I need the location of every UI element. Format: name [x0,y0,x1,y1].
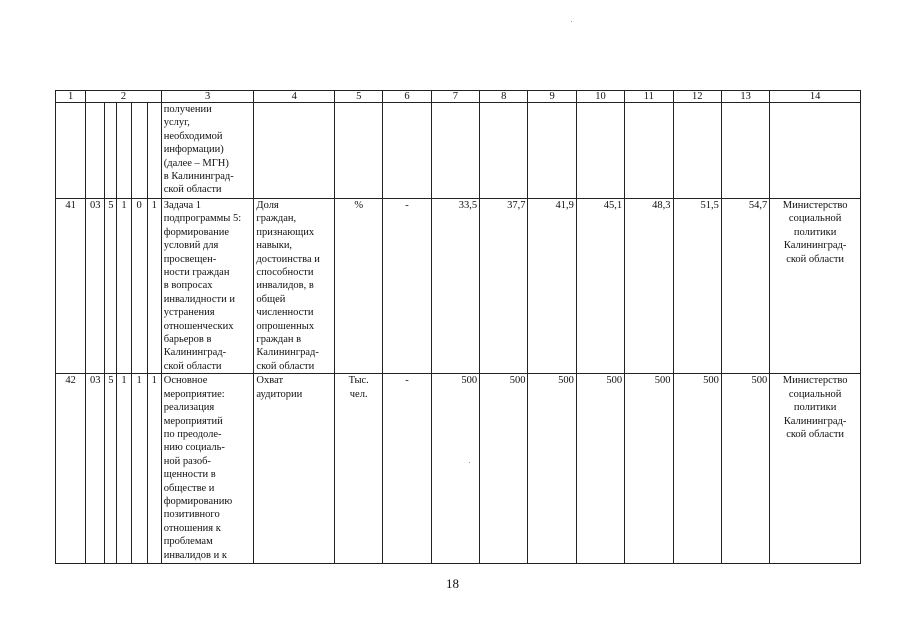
table-row [56,374,861,564]
header-cell: 4 [254,91,335,103]
value-cell: 500 [480,374,528,564]
executor-cell [770,103,861,199]
code-cell: 5 [105,199,117,374]
scan-speck [571,21,572,22]
code-cell: 5 [105,374,117,564]
code-cell [131,103,147,199]
executor-cell: Министерство социальной политики Калининград- ской области [770,199,861,374]
unit-cell: % [335,199,383,374]
header-cell: 13 [721,91,769,103]
code-cell: 0 [131,199,147,374]
unit-cell [335,103,383,199]
table-row [56,103,861,199]
header-cell: 7 [431,91,479,103]
indicator-cell [254,103,335,199]
header-cell: 14 [770,91,861,103]
indicator-cell: Охват аудитории [254,374,335,564]
code-cell: 1 [131,374,147,564]
header-cell: 6 [383,91,431,103]
value-cell [528,103,576,199]
value-cell: 500 [721,374,769,564]
executor-cell: Министерство социальной политики Калининград- ской области [770,374,861,564]
base-value-cell [383,103,431,199]
value-cell [721,103,769,199]
table-row [56,199,861,374]
code-cell: 1 [117,199,131,374]
value-cell: 48,3 [625,199,673,374]
value-cell [480,103,528,199]
row-number [56,103,86,199]
header-cell: 10 [576,91,624,103]
scan-speck [469,462,470,463]
value-cell [576,103,624,199]
header-cell: 9 [528,91,576,103]
value-cell: 500 [431,374,479,564]
code-cell [117,103,131,199]
code-cell: 1 [147,374,161,564]
code-cell: 03 [86,199,105,374]
value-cell [625,103,673,199]
header-cell: 11 [625,91,673,103]
name-cell: Основное мероприятие: реализация мероприятий по преодоле- нию социаль- ной разоб- щенности в обществе и формированию позитивного отношения к проблемам инвалидов и к [161,374,254,564]
value-cell: 33,5 [431,199,479,374]
value-cell: 37,7 [480,199,528,374]
value-cell: 45,1 [576,199,624,374]
page-number: 18 [446,576,459,591]
header-cell: 8 [480,91,528,103]
code-cell [147,103,161,199]
header-cell: 1 [56,91,86,103]
value-cell: 500 [673,374,721,564]
name-cell: получении услуг, необходимой информации) (далее – МГН) в Калининград- ской области [161,103,254,199]
header-cell: 2 [86,91,162,103]
value-cell: 41,9 [528,199,576,374]
header-cell: 12 [673,91,721,103]
row-number: 41 [56,199,86,374]
code-cell: 1 [117,374,131,564]
header-cell: 5 [335,91,383,103]
header-row [56,91,861,103]
value-cell: 500 [625,374,673,564]
indicator-cell: Доля граждан, признающих навыки, достоинства и способности инвалидов, в общей численности опрошенных граждан в Калининград- ской области [254,199,335,374]
value-cell: 500 [528,374,576,564]
name-cell: Задача 1 подпрограммы 5: формирование условий для просвещен- ности граждан в вопросах инвалидности и устранения отношенческих барьеров в Калининград- ской области [161,199,254,374]
row-number: 42 [56,374,86,564]
unit-cell: Тыс. чел. [335,374,383,564]
value-cell: 500 [576,374,624,564]
indicator-table [55,90,861,564]
code-cell [86,103,105,199]
code-cell [105,103,117,199]
value-cell: 51,5 [673,199,721,374]
base-value-cell: - [383,199,431,374]
value-cell [431,103,479,199]
base-value-cell: - [383,374,431,564]
value-cell: 54,7 [721,199,769,374]
value-cell [673,103,721,199]
header-cell: 3 [161,91,254,103]
code-cell: 1 [147,199,161,374]
code-cell: 03 [86,374,105,564]
